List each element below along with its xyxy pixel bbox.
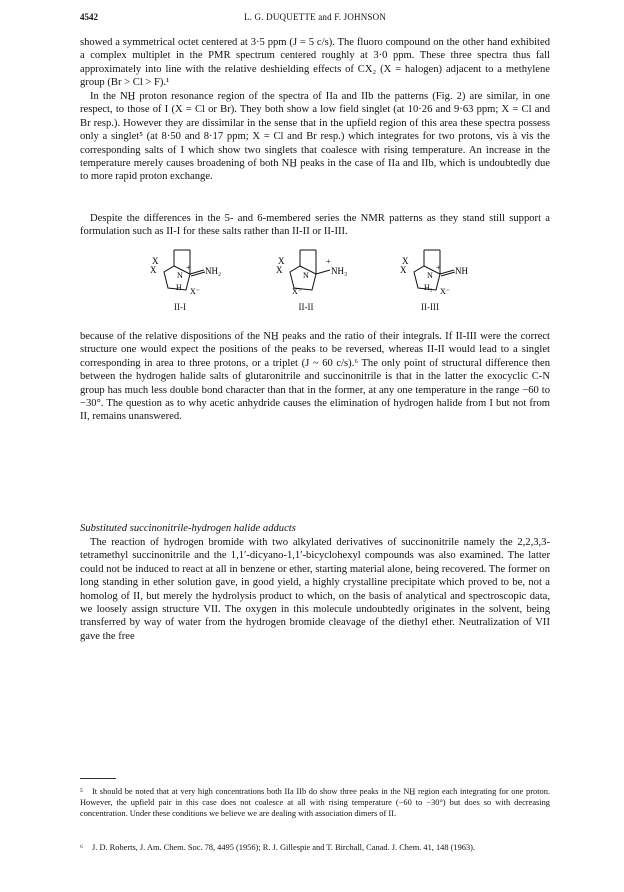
footnote-mark: ⁵ [80,787,83,796]
structure-label: II-I [174,302,186,312]
footnote-6 [80,842,550,853]
structure-II-II [276,242,366,312]
running-title: L. G. DUQUETTE and F. JOHNSON [243,12,387,22]
footnote-text: It should be noted that at very high concentrations both IIa IIb do show three peaks in the NH̲ region each integrating for one proton. However, the upfield pair in this case does not coalesce at all with rising temperature (−60 to −30°) but does so with decreasing concentration. Under these conditions we believe we are dealing with association dimers of II. [80,787,550,818]
struct-x-top: X [152,256,159,266]
struct-x-bottom: X [150,265,157,275]
struct-anion: X⁻ [292,287,302,296]
page-number: 4542 [80,12,98,22]
footnote-text: J. D. Roberts, J. Am. Chem. Soc. 78, 4495 (1956); R. J. Gillespie and T. Birchall, Canad. J. Chem. 41, 148 (1963). [92,843,476,852]
structure-label: II-II [298,302,314,312]
structure-II-III [400,242,490,312]
paragraph-4: because of the relative dispositions of the NH̲ peaks and the ratio of their integrals. If II-III were the correct structure one would expect the positions of the peaks to be reversed, whereas II-II would lead to a singlet corresponding in area to three protons, or a triplet (J ~ 60 c/s).⁶ The only point of structural difference then between the hydrogen halide salts of glutaronitrile and succinonitrile is that in the latter the exocyclic C-N group has much less double bond character than that in the former, at any one temperature in the range −60 to −30°. The question as to why acetic anhydride causes the elimination of hydrogen halide from I but not from II, remains unanswered. [80,331,550,423]
struct-x-bottom: X [276,265,283,275]
struct-charge: + [436,263,441,272]
struct-h: H [176,283,182,292]
struct-x-top: X [402,256,409,266]
struct-sub: NH₃ [331,266,348,276]
structure-label: II-III [421,302,439,312]
struct-anion: X⁻ [190,287,200,296]
footnote-rule [80,778,116,779]
struct-n: N [303,271,309,280]
footnote-mark: ⁶ [80,843,83,852]
footnote-5 [80,786,550,819]
struct-n: N [177,271,183,280]
section-heading: Substituted succinonitrile-hydrogen halide adducts [80,523,296,534]
paragraph-1: showed a symmetrical octet centered at 3·5 ppm (J = 5 c/s). The fluoro compound on the other hand exhibited a complex multiplet in the PMR spectrum centered roughly at 3·0 ppm. These three spectra thus fall approximately into line with the relative deshielding effects of CX₂ (X = halogen) adjacent to a methylene group (Br > Cl > F).¹ [80,37,550,89]
struct-anion: X⁻ [440,287,450,296]
paragraph-2: In the NH̲ proton resonance region of the spectra of IIa and IIb the patterns (Fig. 2) are similar, in one respect, to those of I (X = Cl or Br). They both show a low field singlet (at 10·26 and 9·63 ppm; X = Cl and Br resp.). However they are dissimilar in the sense that in the upfield region of this area these spectra possess only a singlet⁵ (at 8·50 and 8·17 ppm; X = Cl and Br resp.) which integrates for two protons, vis à vis the corresponding salts of I which show two singlets that coalesce with rising temperature. An increase in the temperature merely causes broadening of both NH̲ peaks in the case of IIa and IIb, which is undoubtedly due to more rapid proton exchange. [80,91,550,183]
struct-charge: + [326,257,331,266]
struct-x-top: X [278,256,285,266]
struct-sub: NH [455,266,468,276]
struct-h: H₂ [424,283,433,292]
page-header [80,12,550,26]
struct-n: N [427,271,433,280]
struct-charge: + [186,263,191,272]
structure-II-I [150,242,240,312]
paragraph-5: The reaction of hydrogen bromide with two alkylated derivatives of succinonitrile namely the 2,2,3,3-tetramethyl succinonitrile and the 1,1′-dicyano-1,1′-bicyclohexyl compounds was also examined. The latter could not be induced to react at all in benzene or ether, starting material alone, being recovered. The former on long standing in ether solution gave, in good yield, a highly crystalline precipitate which proved to be, not a homolog of II, but merely the hydrolysis product to which, on the basis of analytical and spectroscopic data, we loosely assign structure VII. The oxygen in this molecule undoubtedly originates in the solvent, being transferred by way of water from the hydrogen bromide cleavage of the diethyl ether. Neutralization of VII gave the free [80,537,550,642]
struct-sub: NH₂ [205,266,222,276]
paragraph-3: Despite the differences in the 5- and 6-membered series the NMR patterns as they stand still support a formulation such as II-I for these salts rather than II-II or II-III. [80,213,550,238]
struct-x-bottom: X [400,265,407,275]
